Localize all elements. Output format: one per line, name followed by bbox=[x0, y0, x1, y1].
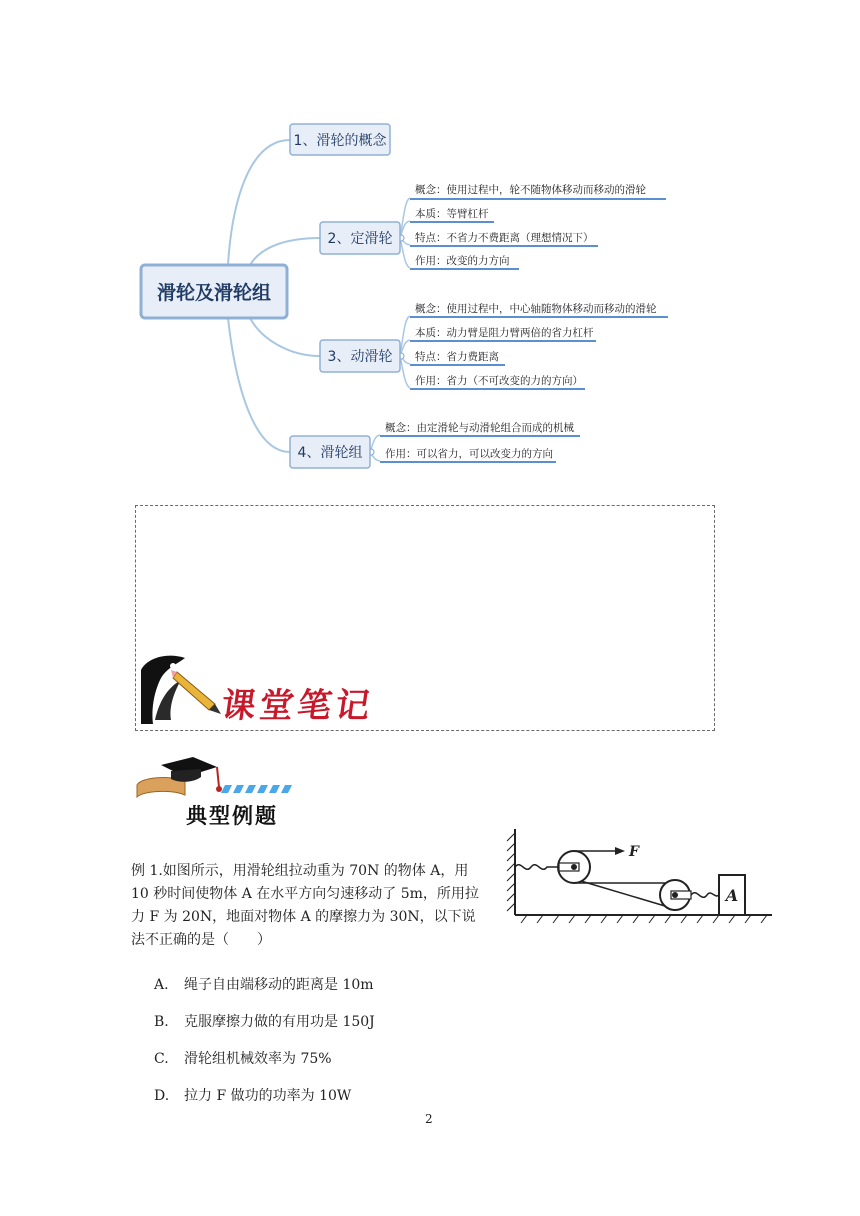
option-b bbox=[154, 1011, 375, 1031]
mindmap-item: 本质：动力臂是阻力臂两倍的省力杠杆 bbox=[415, 327, 594, 339]
mindmap-item: 概念：由定滑轮与动滑轮组合而成的机械 bbox=[385, 422, 574, 434]
option-text: 绳子自由端移动的距离是 10m bbox=[184, 977, 374, 993]
force-label: F bbox=[629, 844, 639, 860]
option-letter: D. bbox=[154, 1088, 170, 1104]
mindmap-item: 作用：可以省力，可以改变力的方向 bbox=[385, 448, 553, 460]
option-letter: A. bbox=[154, 977, 169, 993]
option-a bbox=[154, 974, 374, 994]
mindmap-branch-1 bbox=[290, 124, 390, 155]
graduation-cap-icon bbox=[131, 755, 296, 805]
mindmap-item: 作用：改变的力方向 bbox=[415, 255, 510, 267]
mindmap-branch-2 bbox=[320, 222, 400, 254]
option-c bbox=[154, 1048, 332, 1068]
mindmap-item: 作用：省力（不可改变的力的方向） bbox=[415, 375, 583, 387]
option-letter: B. bbox=[154, 1014, 169, 1030]
mindmap-item: 特点：不省力不费距离（理想情况下） bbox=[415, 232, 594, 244]
svg-text:3、动滑轮: 3、动滑轮 bbox=[327, 349, 393, 365]
question-text: 例 1.如图所示，用滑轮组拉动重为 70N 的物体 A，用 10 秒时间使物体 A 在水平方向匀速移动了 5m，所用拉力 F 为 20N，地面对物体 A 的摩擦力为 30N，以下说法不正确的是（ ） bbox=[131, 863, 479, 948]
option-text: 克服摩擦力做的有用功是 150J bbox=[184, 1014, 375, 1030]
mindmap-root-node bbox=[141, 265, 287, 318]
block-label: A bbox=[725, 886, 739, 905]
penguin-pencil-icon bbox=[137, 650, 223, 726]
mindmap-item: 概念：使用过程中，中心轴随物体移动而移动的滑轮 bbox=[415, 303, 657, 315]
option-letter: C. bbox=[154, 1051, 169, 1067]
page-number: 2 bbox=[425, 1112, 433, 1126]
mindmap-item: 概念：使用过程中，轮不随物体移动而移动的滑轮 bbox=[415, 184, 646, 196]
pulley-diagram bbox=[497, 823, 777, 935]
mindmap-item: 本质：等臂杠杆 bbox=[415, 208, 489, 220]
svg-text:1、滑轮的概念: 1、滑轮的概念 bbox=[293, 133, 387, 149]
examples-title: 典型例题 bbox=[186, 803, 278, 828]
option-text: 拉力 F 做功的功率为 10W bbox=[184, 1088, 352, 1104]
notes-title: 课堂笔记 bbox=[218, 686, 377, 726]
svg-text:2、定滑轮: 2、定滑轮 bbox=[327, 231, 393, 247]
svg-text:滑轮及滑轮组: 滑轮及滑轮组 bbox=[156, 282, 272, 304]
option-text: 滑轮组机械效率为 75% bbox=[184, 1051, 332, 1067]
option-d bbox=[154, 1085, 351, 1105]
mindmap-item: 特点：省力费距离 bbox=[415, 351, 499, 363]
svg-text:4、滑轮组: 4、滑轮组 bbox=[297, 445, 363, 461]
mindmap-branch-3 bbox=[320, 340, 400, 372]
mindmap bbox=[0, 0, 860, 480]
mindmap-branch-4 bbox=[290, 436, 370, 468]
